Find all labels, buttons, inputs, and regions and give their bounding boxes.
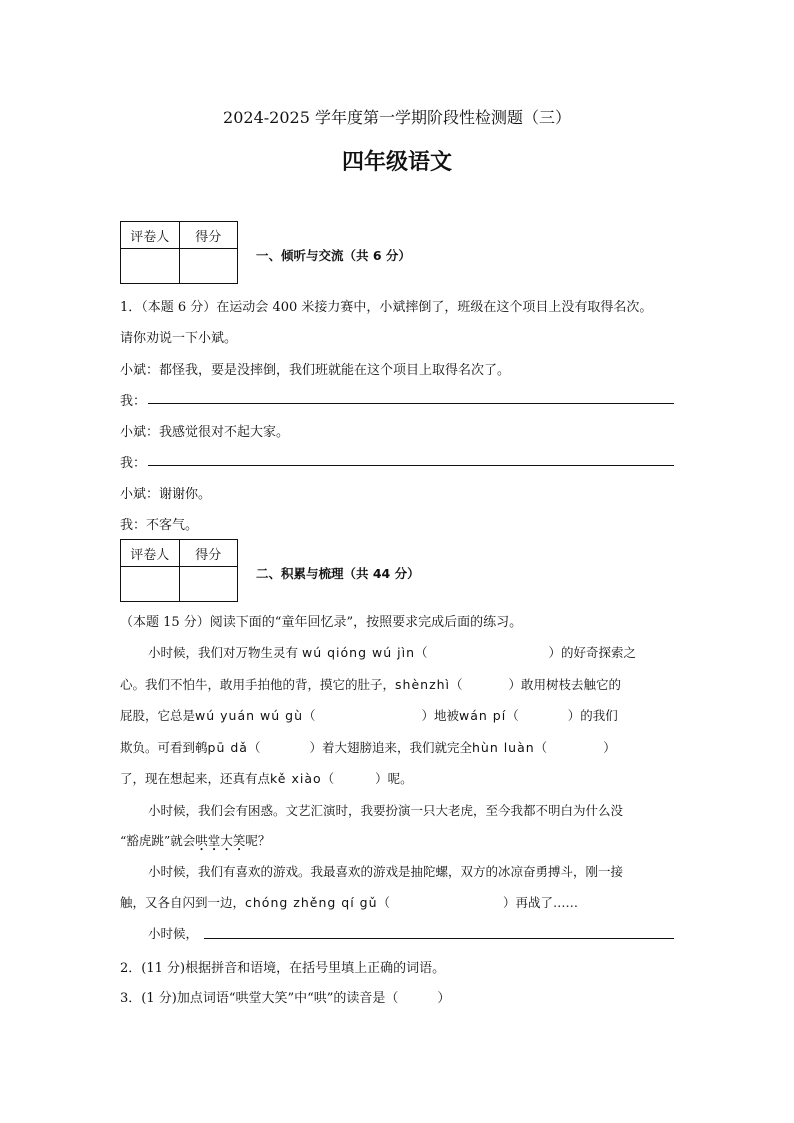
passage-line-9: 触，又各自闪到一边，chóng zhěng qí gǔ（ ）再战了…… bbox=[120, 895, 579, 910]
q1-line1: 1．（本题 6 分）在运动会 400 米接力赛中，小斌摔倒了，班级在这个项目上没有取得名次。 bbox=[120, 300, 653, 315]
pinyin-blank-3: wú yuán wú gù（ bbox=[195, 708, 317, 723]
answer-line-2[interactable] bbox=[148, 465, 674, 466]
dialogue-1: 小斌：都怪我，要是没摔倒，我们班就能在这个项目上取得名次了。 bbox=[120, 363, 511, 378]
q3-text: 3．(1 分)加点词语“哄堂大笑”中“哄”的读音是（ ） bbox=[120, 991, 451, 1006]
passage-line-8: 小时候，我们有喜欢的游戏。我最喜欢的游戏是抽陀螺，双方的冰凉奋勇搏斗，刚一接 bbox=[148, 864, 624, 879]
pinyin-blank-6: hùn luàn（ bbox=[471, 740, 549, 755]
passage-line-7: “豁虎跳”就会哄堂大笑呢？ bbox=[120, 833, 271, 848]
answer-line-3[interactable] bbox=[204, 938, 674, 939]
passage-line-1: 小时候，我们对万物生灵有 wú qióng wú jìn（ ）的好奇探索之 bbox=[148, 645, 637, 660]
pinyin-blank-2: shènzhì（ bbox=[395, 677, 464, 692]
dotted-char-2: 堂 bbox=[207, 833, 221, 848]
exam-title: 2024-2025 学年度第一学期阶段性检测题（三） bbox=[223, 108, 571, 127]
grader-label: 评卷人 bbox=[121, 540, 180, 567]
passage-line-2: 心。我们不怕牛，敢用手拍他的背，摸它的肚子，shènzhì（ ）敢用树枝去触它的 bbox=[120, 677, 622, 692]
section2-heading: 二、积累与梳理（共 44 分） bbox=[256, 566, 420, 581]
dotted-char-1: 哄 bbox=[195, 833, 208, 848]
grader-cell bbox=[121, 567, 180, 602]
grader-label: 评卷人 bbox=[121, 222, 180, 249]
score-label: 得分 bbox=[179, 540, 238, 567]
grader-cell bbox=[121, 249, 180, 284]
pinyin-blank-8: chóng zhěng qí gǔ（ bbox=[245, 895, 392, 910]
score-cell bbox=[179, 567, 238, 602]
answer-line-1[interactable] bbox=[148, 403, 674, 404]
me-label-1: 我： bbox=[120, 394, 147, 409]
score-table-1 bbox=[120, 221, 238, 284]
passage-line-6: 小时候，我们会有困惑。文艺汇演时，我要扮演一只大老虎，至今我都不明白为什么没 bbox=[148, 803, 624, 818]
passage-line-4: 欺负。可看到鹌pū dǎ（ ）着大翅膀追来，我们就完全hùn luàn（ ） bbox=[120, 740, 616, 755]
score-table-2 bbox=[120, 539, 238, 602]
dialogue-3: 小斌：谢谢你。 bbox=[120, 487, 212, 502]
dialogue-2: 小斌：我感觉很对不起大家。 bbox=[120, 425, 290, 440]
score-cell bbox=[179, 249, 238, 284]
passage-line-10: 小时候， bbox=[148, 926, 199, 941]
dotted-char-3: 大 bbox=[220, 833, 233, 848]
q1-line2: 请你劝说一下小斌。 bbox=[120, 331, 238, 346]
exam-subtitle: 四年级语文 bbox=[341, 149, 452, 175]
pinyin-blank-1: wú qióng wú jìn（ bbox=[302, 645, 429, 660]
me-label-2: 我： bbox=[120, 456, 147, 471]
pinyin-blank-5: pū dǎ（ bbox=[207, 740, 262, 755]
section1-heading: 一、倾听与交流（共 6 分） bbox=[256, 248, 411, 263]
q2-text: 2．(11 分)根据拼音和语境，在括号里填上正确的词语。 bbox=[120, 961, 446, 976]
pinyin-blank-4: wán pí（ bbox=[459, 708, 520, 723]
dotted-char-4: 笑 bbox=[232, 833, 246, 848]
pinyin-blank-7: kě xiào（ bbox=[270, 771, 336, 786]
dialogue-4: 我：不客气。 bbox=[120, 518, 199, 533]
passage-line-3: 屁股，它总是wú yuán wú gù（ ）地被wán pí（ ）的我们 bbox=[120, 708, 618, 723]
score-label: 得分 bbox=[179, 222, 238, 249]
section2-intro: （本题 15 分）阅读下面的“童年回忆录”，按照要求完成后面的练习。 bbox=[120, 615, 523, 630]
passage-line-5: 了，现在想起来，还真有点kě xiào（ ）呢。 bbox=[120, 771, 413, 786]
